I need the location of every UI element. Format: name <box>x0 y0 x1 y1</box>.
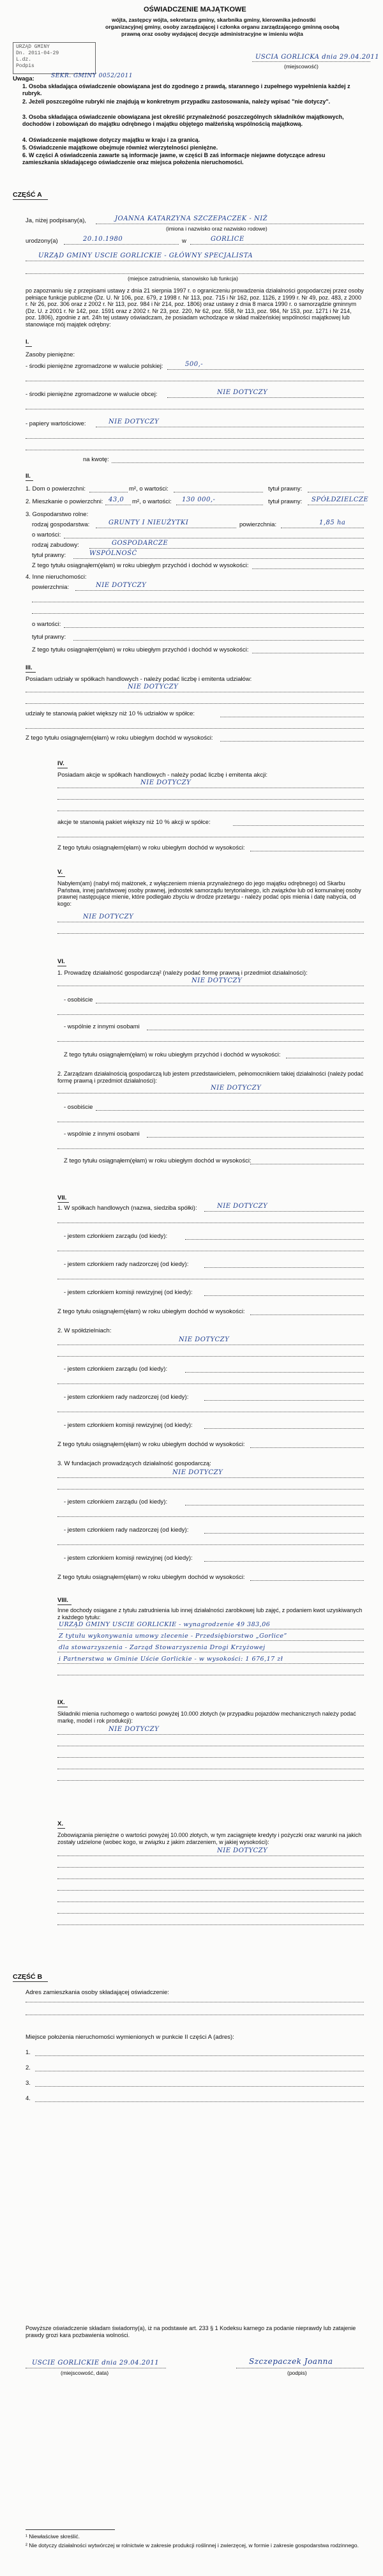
other-area-line-3 <box>32 613 364 614</box>
note-6: 6. W części A oświadczenia zawarte są informacje jawne, w części B zaś informacje niejawne dotyczące adresu zamieszkania składającego oświadczenie oraz miejsca położenia nieruchomości. <box>22 152 326 165</box>
employer-value: URZĄD GMINY USCIE GORLICKIE - GŁÓWNY SPECJALISTA <box>38 252 253 259</box>
shares-over10: udziały te stanowią pakiet większy niż 10 % udziałów w spółce: <box>26 710 195 717</box>
manage-personal-line <box>96 1110 364 1111</box>
companies-line <box>204 1211 364 1212</box>
subtitle-line-3: prawną oraz osoby wydającej decyzje administracyjne w imieniu wójta <box>121 31 303 37</box>
companies-audit: - jestem członkiem komisji rewizyjnej (od kiedy): <box>64 1289 193 1296</box>
manage-line <box>57 1093 364 1094</box>
liabilities-line-4 <box>57 1890 364 1891</box>
born-in-line <box>190 244 364 245</box>
coops-income: Z tego tytułu osiągnąłem(ęłam) w roku ubiegłym dochód w wysokości: <box>57 1441 245 1448</box>
place-date-value: USCIA GORLICKA dnia 29.04.2011 <box>255 54 380 61</box>
manage-joint: - wspólnie z innymi osobami <box>64 1131 140 1138</box>
business-label: 1. Prowadzę działalność gospodarczą² (należy podać formę prawną i przedmiot działalności): <box>57 970 308 977</box>
employer-line-2 <box>26 273 364 274</box>
farm-build-line <box>89 548 364 549</box>
business-joint: - wspólnie z innymi osobami <box>64 1023 140 1030</box>
other-worth-line <box>64 627 364 628</box>
cash-pln-label: - środki pieniężne zgromadzone w walucie polskiej: <box>26 363 163 370</box>
coops-income-line <box>250 1447 364 1448</box>
farm-area-value: 1,85 ha <box>319 519 346 526</box>
foundations-line-2 <box>57 1489 364 1490</box>
roman-underline <box>57 876 65 877</box>
stocks-value: NIE DOTYCZY <box>140 779 192 786</box>
shares-line-2 <box>26 703 364 704</box>
other-label: 4. Inne nieruchomości: <box>26 574 87 581</box>
shares-income-line <box>220 741 364 742</box>
business-joint-line-2 <box>57 1041 364 1042</box>
flat-title-value: SPÓŁDZIELCZE <box>312 496 369 503</box>
other-income-rule-4 <box>57 1663 364 1664</box>
final-place-caption: (miejscowość, data) <box>61 2370 109 2376</box>
address-label: Adres zamieszkania osoby składającej oświadczenie: <box>26 1989 169 1996</box>
movables-text: Składniki mienia ruchomego o wartości powyżej 10.000 złotych (w przypadku pojazdów mechanicznych należy podać markę, model i rok produkcji): <box>57 1711 356 1724</box>
farm-kind-label: rodzaj gospodarstwa: <box>32 521 90 528</box>
part-a-underline <box>13 199 48 200</box>
section-iv-roman: IV. <box>57 760 64 767</box>
business-value: NIE DOTYCZY <box>192 977 243 984</box>
business-income: Z tego tytułu osiągnąłem(ęłam) w roku ubiegłym przychód i dochód w wysokości: <box>64 1051 281 1058</box>
business-personal-line-2 <box>57 1014 364 1015</box>
liabilities-value: NIE DOTYCZY <box>217 1847 268 1854</box>
section-ix-roman: IX. <box>57 1699 65 1706</box>
note-3: 3. Osoba składająca oświadczenie obowiązana jest określić przynależność poszczególnych składników majątkowych, dochodów i zobowiązań do majątku odrębnego i majątku objętego małżeńską wspólnością majątkową. <box>22 114 344 127</box>
roman-underline <box>57 1202 69 1203</box>
born-in-value: GORLICE <box>211 236 244 243</box>
house-label: 1. Dom o powierzchni: <box>26 485 86 492</box>
stocks-line-2 <box>57 799 364 800</box>
property-label: Miejsce położenia nieruchomości wymienionych w punkcie II części A (adres): <box>26 2034 234 2041</box>
note-2: 2. Jeżeli poszczególne rubryki nie znajdują w konkretnym przypadku zastosowania, należy wpisać "nie dotyczy". <box>22 98 331 105</box>
coops-audit: - jestem członkiem komisji rewizyjnej (od kiedy): <box>64 1422 193 1429</box>
other-income-rule-2 <box>57 1640 364 1641</box>
companies-supervisory-line <box>204 1267 364 1268</box>
manage-joint-line <box>147 1137 364 1138</box>
movables-value: NIE DOTYCZY <box>109 1726 160 1733</box>
section-vii-roman: VII. <box>57 1194 67 1201</box>
coops-supervisory: - jestem członkiem rady nadzorczej (od kiedy): <box>64 1394 189 1401</box>
footnote-divider <box>26 2529 115 2530</box>
other-income-line-3: dla stowarzyszenia - Zarząd Stowarzyszenia Drogi Krzyżowej <box>59 1644 266 1651</box>
other-area-label: powierzchnia: <box>32 584 70 591</box>
place-date-line <box>252 61 370 62</box>
companies-income: Z tego tytułu osiągnąłem(ęłam) w roku ubiegłym dochód w wysokości: <box>57 1308 245 1315</box>
stamp-line: Podpis <box>16 63 34 69</box>
other-income-label: Z tego tytułu osiągnąłem(ęłam) w roku ubiegłym przychód i dochód w wysokości: <box>32 646 249 653</box>
stocks-over10-line <box>233 825 364 826</box>
signer-label: Ja, niżej podpisany(a), <box>26 217 87 224</box>
securities-label: - papiery wartościowe: <box>26 420 86 427</box>
farm-build-value: GOSPODARCZE <box>112 540 169 547</box>
companies-board: - jestem członkiem zarządu (od kiedy): <box>64 1233 168 1240</box>
born-in-label: w <box>182 238 186 245</box>
savings-label: Zasoby pieniężne: <box>26 351 75 358</box>
manage-personal: - osobiście <box>64 1104 93 1111</box>
registry-stamp <box>13 42 96 74</box>
employer-caption: (miejsce zatrudnienia, stanowisko lub funkcja) <box>128 275 238 282</box>
cash-pln-value: 500,- <box>185 361 204 368</box>
liabilities-text: Zobowiązania pieniężne o wartości powyżej 10.000 złotych, w tym zaciągnięte kredyty i pożyczki oraz warunki na jakich zostały udzielone (wobec kogo, w związku z jakim zdarzeniem, w jakiej wysokości): <box>57 1832 362 1845</box>
coops-line-2 <box>57 1356 364 1357</box>
note-1: 1. Osoba składająca oświadczenie obowiązana jest do zgodnego z prawdą, starannego i zupełnego wypełnienia każdej z rubryk. <box>22 83 350 96</box>
manage-value: NIE DOTYCZY <box>211 1085 262 1092</box>
coops-board-line-2 <box>57 1383 364 1384</box>
other-title-line <box>73 640 364 641</box>
other-area-line <box>75 590 364 591</box>
companies-supervisory: - jestem członkiem rady nadzorczej (od kiedy): <box>64 1261 189 1268</box>
foundations-value: NIE DOTYCZY <box>172 1469 223 1476</box>
property-item-4: 4. <box>26 2095 31 2102</box>
cash-foreign-label: - środki pieniężne zgromadzone w walucie obcej: <box>26 391 158 398</box>
foundations-income-line <box>250 1580 364 1581</box>
section-v-roman: V. <box>57 869 63 876</box>
flat-unit: m², o wartości: <box>132 498 172 505</box>
flat-label: 2. Mieszkanie o powierzchni: <box>26 498 103 505</box>
signature: Szczepaczek Joanna <box>249 2357 333 2366</box>
property-item-3: 3. <box>26 2080 31 2087</box>
other-income-line-4: i Partnerstwa w Gminie Uście Gorlickie - w wysokości: 1 676,17 zł <box>59 1656 283 1663</box>
part-b-title: CZĘŚĆ B <box>13 1973 43 1981</box>
section-i-roman: I. <box>26 339 29 346</box>
amount-label: na kwotę: <box>83 456 109 463</box>
shares-text: Posiadam udziały w spółkach handlowych - należy podać liczbę i emitenta udziałów: <box>26 676 252 683</box>
foundations-supervisory-line-2 <box>57 1544 364 1545</box>
stocks-text: Posiadam akcje w spółkach handlowych - należy podać liczbę i emitenta akcji: <box>57 772 267 779</box>
stocks-income: Z tego tytułu osiągnąłem(ęłam) w roku ubiegłym dochód w wysokości: <box>57 844 245 851</box>
farm-income-line <box>252 568 364 569</box>
roman-underline <box>26 672 36 673</box>
notes-label: Uwaga: <box>13 75 34 82</box>
amount-line <box>112 462 364 463</box>
foundations-supervisory-line <box>204 1533 364 1534</box>
farm-area-label: powierzchnia: <box>239 521 277 528</box>
liabilities-line-2 <box>57 1867 364 1868</box>
roman-underline <box>26 480 33 481</box>
subtitle-line-2: organizacyjnej gminy, osoby zarządzającej i członka organu zarządzającego gminną osobą <box>105 24 340 30</box>
born-label: urodzony(a) <box>26 238 58 245</box>
note-5: 5. Oświadczenie majątkowe obejmuje również wierzytelności pieniężne. <box>22 144 218 151</box>
farm-title-label: tytuł prawny: <box>32 552 66 559</box>
manage-label: 2. Zarządzam działalnością gospodarczą lub jestem przedstawicielem, pełnomocnikiem takiej działalności (należy podać formę prawną i przedmiot działalności): <box>57 1071 364 1084</box>
foundations-audit-line <box>204 1561 364 1562</box>
other-income-line-1: URZĄD GMINY USCIE GORLICKIE - wynagrodzenie 49 383,06 <box>59 1621 271 1628</box>
roman-underline <box>57 1828 65 1829</box>
foundations-board-line-2 <box>57 1516 364 1517</box>
companies-label: 1. W spółkach handlowych (nazwa, siedziba spółki): <box>57 1205 197 1212</box>
other-income-text: Inne dochody osiągane z tytułu zatrudnienia lub innej działalności zarobkowej lub zajęć, z podaniem kwot uzyskiwanych z każdego tytułu: <box>57 1607 363 1620</box>
other-title-label: tytuł prawny: <box>32 634 66 641</box>
stamp-line: L.dz. <box>16 57 32 63</box>
cash-pln-line <box>167 369 364 370</box>
other-income-line-2: Z tytułu wykonywania umowy zlecenie - Przedsiębiorstwo „Gorlice” <box>59 1633 287 1640</box>
movables-line-5 <box>57 1780 364 1781</box>
cash-foreign-line <box>167 397 364 398</box>
securities-value: NIE DOTYCZY <box>109 418 160 425</box>
manage-income: Z tego tytułu osiągnąłem(ęłam) w roku ubiegłym dochód w wysokości: <box>64 1157 252 1164</box>
acquired-line-2 <box>57 933 364 934</box>
business-personal: - osobiście <box>64 996 93 1003</box>
stocks-over10: akcje te stanowią pakiet większy niż 10 % akcji w spółce: <box>57 819 211 826</box>
house-unit: m², o wartości: <box>129 485 169 492</box>
part-a-title: CZĘŚĆ A <box>13 191 42 199</box>
shares-value: NIE DOTYCZY <box>128 683 179 690</box>
document-title: OŚWIADCZENIE MAJĄTKOWE <box>144 6 246 13</box>
final-place-date: USCIE GORLICKIE dnia 29.04.2011 <box>32 2359 160 2366</box>
property-item-4-line <box>35 2101 364 2102</box>
foundations-audit: - jestem członkiem komisji rewizyjnej (od kiedy): <box>64 1555 193 1562</box>
property-item-3-line <box>35 2086 364 2087</box>
footnote-1: ¹ Niewłaściwe skreślić. <box>26 2533 80 2540</box>
born-line <box>64 244 179 245</box>
roman-underline <box>26 346 32 347</box>
movables-line-3 <box>57 1757 364 1758</box>
section-viii-roman: VIII. <box>57 1597 68 1604</box>
farm-build-label: rodzaj zabudowy: <box>32 542 79 549</box>
flat-value: 43,0 <box>109 496 124 503</box>
signature-caption: (podpis) <box>287 2370 307 2376</box>
companies-audit-line <box>204 1295 364 1296</box>
movables-line <box>57 1734 364 1735</box>
part-b-underline <box>13 1981 48 1982</box>
section-x-roman: X. <box>57 1820 63 1827</box>
footnote-2: ² Nie dotyczy działalności wytwórczej w rolnictwie w zakresie produkcji roślinnej i zwierzęcej, w formie i zakresie gospodarstwa rodzinnego. <box>26 2542 359 2549</box>
shares-income: Z tego tytułu osiągnąłem(ęłam) w roku ubiegłym dochód w wysokości: <box>26 735 213 742</box>
foundations-income: Z tego tytułu osiągnąłem(ęłam) w roku ubiegłym dochód w wysokości: <box>57 1574 245 1581</box>
cash-foreign-value: NIE DOTYCZY <box>217 389 268 396</box>
farm-title-value: WSPÓLNOŚĆ <box>89 550 137 557</box>
coops-board-line <box>185 1372 364 1373</box>
section-iii-roman: III. <box>26 664 33 671</box>
coops-supervisory-line <box>204 1400 364 1401</box>
foundations-board: - jestem członkiem zarządu (od kiedy): <box>64 1498 168 1505</box>
subtitle-line-1: wójta, zastępcy wójta, sekretarza gminy, skarbnika gminy, kierownika jednostki <box>112 17 316 23</box>
law-paragraph: po zapoznaniu się z przepisami ustawy z dnia 21 sierpnia 1997 r. o ograniczeniu prowadzenia działalności gospodarczej przez osoby pełniące funkcje publiczne (Dz. U. Nr 106, poz. 679, z 1998 r. Nr 113, poz. 715 i Nr 162, poz. 1126, z 1999 r. Nr 49, poz. 483, z 2000 r. Nr 26, poz. 306 oraz z 2002 r. Nr 113, poz. 984 i Nr 214, poz. 1806) oraz ustawy z dnia 8 marca 1990 r. o samorządzie gminnym (Dz. U. z 2001 r. Nr 142, poz. 1591 oraz z 2002 r. Nr 23, poz. 220, Nr 62, poz. 558, Nr 113, poz. 984, Nr 153, poz. 1271 i Nr 214, poz. 1806), zgodnie z art. 24h tej ustawy oświadczam, że posiadam wchodzące w skład małżeńskiej wspólności majątkowej lub stanowiące mój majątek odrębny: <box>26 287 364 328</box>
acquired-text: Nabyłem(am) (nabył mój małżonek, z wyłączeniem mienia przynależnego do jego majątku odrębnego) od Skarbu Państwa, innej państwowej osoby prawnej, jednostek samorządu terytorialnego, ich związków lub od komunalnej osoby prawnej następujące mienie, które podlegało zbyciu w drodze przetargu - należy podać opis mienia i datę nabycia, od kogo: <box>57 880 361 907</box>
section-vi-roman: VI. <box>57 958 65 965</box>
farm-income-label: Z tego tytułu osiągnąłem(ęłam) w roku ubiegłym przychód i dochód w wysokości: <box>32 562 249 569</box>
place-caption: (miejscowość) <box>284 63 319 70</box>
farm-label: 3. Gospodarstwo rolne: <box>26 511 89 518</box>
companies-value: NIE DOTYCZY <box>217 1203 268 1210</box>
acquired-value: NIE DOTYCZY <box>83 913 134 920</box>
section-ii-roman: II. <box>26 473 31 480</box>
roman-underline <box>57 1604 71 1605</box>
liabilities-line-7 <box>57 1924 364 1925</box>
other-area-value: NIE DOTYCZY <box>96 582 147 589</box>
stamp-line: URZĄD GMINY <box>16 44 50 50</box>
flat-worth: 130 000,- <box>182 496 216 503</box>
flat-title-label: tytuł prawny: <box>268 498 303 505</box>
other-worth-label: o wartości: <box>32 621 61 628</box>
signer-caption: (imiona i nazwisko oraz nazwisko rodowe) <box>166 225 267 232</box>
shares-over10-line-2 <box>26 728 364 729</box>
oath-statement: Powyższe oświadczenie składam świadomy(a), iż na podstawie art. 233 § 1 Kodeksu karnego za podanie nieprawdy lub zatajenie prawdy grozi kara pozbawienia wolności. <box>26 2325 356 2338</box>
coops-board: - jestem członkiem zarządu (od kiedy): <box>64 1366 168 1373</box>
property-item-1-line <box>35 2055 364 2056</box>
coops-label: 2. W spółdzielniach: <box>57 1327 112 1334</box>
property-item-2: 2. <box>26 2064 31 2071</box>
securities-line-2 <box>26 438 364 439</box>
companies-board-line <box>185 1239 364 1240</box>
foundations-line <box>57 1477 364 1478</box>
foundations-supervisory: - jestem członkiem rady nadzorczej (od kiedy): <box>64 1527 189 1534</box>
note-4: 4. Oświadczenie majątkowe dotyczy majątku w kraju i za granicą. <box>22 137 200 143</box>
farm-kind-value: GRUNTY I NIEUŻYTKI <box>109 519 189 526</box>
farm-title-line <box>73 558 364 559</box>
born-value: 20.10.1980 <box>83 236 123 243</box>
manage-joint-line-2 <box>57 1148 364 1149</box>
farm-worth-label: o wartości: <box>32 531 61 538</box>
coops-value: NIE DOTYCZY <box>179 1336 230 1343</box>
foundations-label: 3. W fundacjach prowadzących działalność gospodarczą: <box>57 1460 211 1467</box>
house-title-label: tytuł prawny: <box>268 485 303 492</box>
signer-value: JOANNA KATARZYNA SZCZEPACZEK - NIŻ <box>115 215 268 222</box>
stamp-line: Dn. 2011-04-29 <box>16 50 59 56</box>
handwritten-reference: SEKR. GMINY 0052/2011 <box>51 73 133 79</box>
liabilities-line-6 <box>57 1913 364 1914</box>
coops-audit-line <box>204 1428 364 1429</box>
property-item-1: 1. <box>26 2049 31 2056</box>
